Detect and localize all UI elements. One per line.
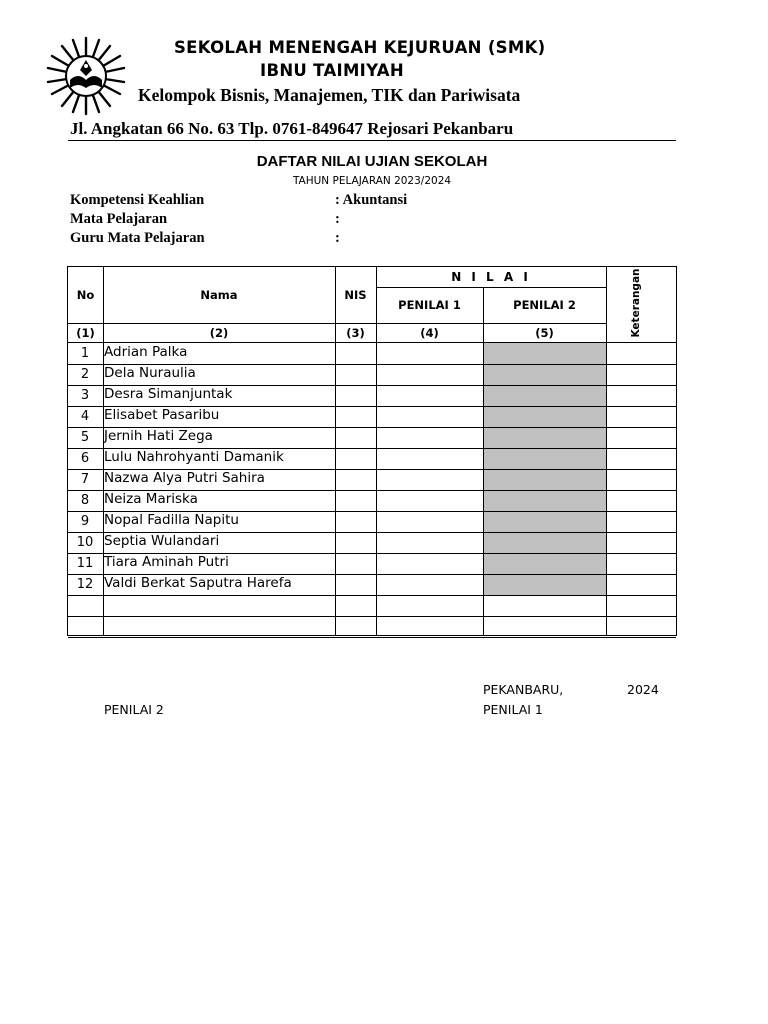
header-no: No xyxy=(76,288,95,302)
gridline xyxy=(606,267,607,635)
row-number: 2 xyxy=(80,367,90,382)
gridline xyxy=(376,287,606,288)
row-student-name: Septia Wulandari xyxy=(104,533,220,549)
document-year: TAHUN PELAJARAN 2023/2024 xyxy=(292,175,452,187)
penilai2-shaded-cell xyxy=(483,553,606,574)
gridline xyxy=(68,406,676,407)
gridline xyxy=(68,342,676,343)
gridline xyxy=(68,574,676,575)
row-student-name: Jernih Hati Zega xyxy=(104,428,213,444)
penilai2-shaded-cell xyxy=(483,511,606,532)
penilai2-shaded-cell xyxy=(483,532,606,553)
document-title: DAFTAR NILAI UJIAN SEKOLAH xyxy=(256,153,488,170)
footer-right-signer: PENILAI 1 xyxy=(483,702,543,717)
gridline xyxy=(68,364,676,365)
header-penilai1: PENILAI 1 xyxy=(398,298,461,312)
footer-left-signer: PENILAI 2 xyxy=(104,702,164,717)
school-group: Kelompok Bisnis, Manajemen, TIK dan Pariwisata xyxy=(138,85,521,105)
header-nis: NIS xyxy=(344,288,367,302)
penilai2-shaded-cell xyxy=(483,574,606,595)
row-number: 10 xyxy=(76,535,94,550)
row-number: 8 xyxy=(80,493,90,508)
penilai2-shaded-cell xyxy=(483,469,606,490)
gridline xyxy=(68,490,676,491)
info-value-kompetensi: : Akuntansi xyxy=(335,192,408,208)
row-student-name: Dela Nuraulia xyxy=(104,365,196,381)
info-label-mata-pelajaran: Mata Pelajaran xyxy=(70,211,168,227)
row-student-name: Lulu Nahrohyanti Damanik xyxy=(104,449,284,465)
info-label-kompetensi: Kompetensi Keahlian xyxy=(70,192,205,208)
row-number: 4 xyxy=(80,409,90,424)
gridline xyxy=(68,385,676,386)
gridline xyxy=(68,616,676,617)
gridline xyxy=(68,427,676,428)
gridline xyxy=(68,553,676,554)
header-divider xyxy=(68,140,676,141)
row-number: 1 xyxy=(80,346,90,361)
gridline xyxy=(68,448,676,449)
colnum-5: (5) xyxy=(535,325,554,340)
gridline xyxy=(376,267,377,635)
colnum-4: (4) xyxy=(420,325,439,340)
row-student-name: Tiara Aminah Putri xyxy=(104,554,229,570)
gridline xyxy=(68,637,676,638)
gridline xyxy=(68,511,676,512)
row-student-name: Nopal Fadilla Napitu xyxy=(104,512,239,528)
row-student-name: Elisabet Pasaribu xyxy=(104,407,220,423)
gridline xyxy=(103,267,104,635)
row-student-name: Valdi Berkat Saputra Harefa xyxy=(104,575,292,591)
penilai2-shaded-cell xyxy=(483,406,606,427)
penilai2-shaded-cell xyxy=(483,364,606,385)
gridline xyxy=(335,267,336,635)
gridline xyxy=(483,287,484,635)
row-number: 3 xyxy=(80,388,90,403)
row-number: 9 xyxy=(80,514,90,529)
penilai2-shaded-cell xyxy=(483,490,606,511)
school-name: IBNU TAIMIYAH xyxy=(260,61,404,80)
header-keterangan: Keterangan xyxy=(630,268,642,338)
school-title: SEKOLAH MENENGAH KEJURUAN (SMK) xyxy=(174,38,546,57)
row-student-name: Nazwa Alya Putri Sahira xyxy=(104,470,265,486)
row-number: 5 xyxy=(80,430,90,445)
school-address: Jl. Angkatan 66 No. 63 Tlp. 0761-849647 Rejosari Pekanbaru xyxy=(70,119,514,138)
penilai2-shaded-cell xyxy=(483,385,606,406)
header-nilai: N I L A I xyxy=(451,270,531,284)
row-student-name: Desra Simanjuntak xyxy=(104,386,233,402)
gridline xyxy=(68,323,606,324)
row-number: 11 xyxy=(76,556,94,571)
header-penilai2: PENILAI 2 xyxy=(513,298,576,312)
gridline xyxy=(68,595,676,596)
colnum-2: (2) xyxy=(209,325,229,340)
header-nama: Nama xyxy=(200,288,238,302)
gridline xyxy=(68,469,676,470)
colnum-3: (3) xyxy=(346,325,365,340)
penilai2-shaded-cell xyxy=(483,427,606,448)
row-number: 12 xyxy=(76,577,94,592)
row-student-name: Adrian Palka xyxy=(104,344,188,360)
penilai2-shaded-cell xyxy=(483,448,606,469)
info-value-guru: : xyxy=(335,230,340,246)
grade-table xyxy=(67,266,677,636)
info-label-guru: Guru Mata Pelajaran xyxy=(70,230,205,246)
footer-year: 2024 xyxy=(627,682,659,697)
penilai2-shaded-cell xyxy=(483,343,606,364)
row-number: 7 xyxy=(80,472,90,487)
school-emblem-icon xyxy=(46,36,126,116)
colnum-1: (1) xyxy=(76,325,95,340)
footer-city: PEKANBARU, xyxy=(483,682,564,697)
row-number: 6 xyxy=(80,451,90,466)
info-value-mata-pelajaran: : xyxy=(335,211,340,227)
gridline xyxy=(68,532,676,533)
row-student-name: Neiza Mariska xyxy=(104,491,198,507)
